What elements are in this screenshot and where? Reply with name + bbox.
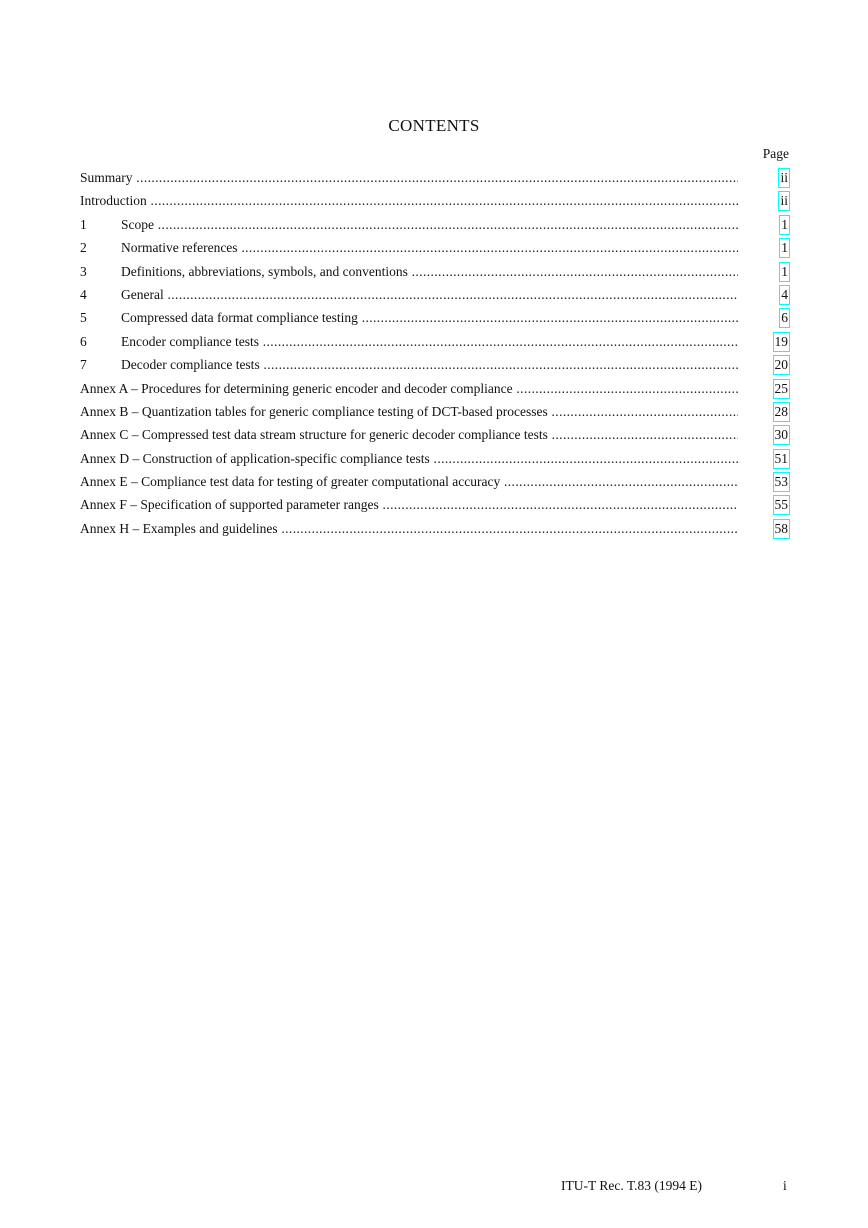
- toc-entry-number: 7: [80, 357, 87, 373]
- toc-entry-title[interactable]: [80, 425, 738, 445]
- toc-entry-title[interactable]: [80, 402, 738, 422]
- contents-title: CONTENTS: [388, 116, 480, 135]
- toc-entry-label: Annex E – Compliance test data for testing of greater computational accuracy: [80, 474, 501, 490]
- toc-entry-title[interactable]: [80, 332, 738, 352]
- toc-page-link[interactable]: 1: [779, 238, 790, 258]
- toc-entry[interactable]: [80, 238, 790, 261]
- toc-entry-label: Normative references: [121, 240, 238, 256]
- toc-entry[interactable]: [80, 379, 790, 402]
- toc-entry[interactable]: [80, 355, 790, 378]
- toc-entry-title[interactable]: [80, 262, 738, 282]
- toc-entry-label: Annex B – Quantization tables for generic compliance testing of DCT-based processes: [80, 403, 548, 419]
- page-column-label: Page: [762, 146, 789, 161]
- toc-entry-label: Introduction: [80, 193, 147, 209]
- footer-page-number: i: [783, 1178, 787, 1193]
- toc-page-link[interactable]: 19: [773, 332, 791, 352]
- toc-entry[interactable]: [80, 215, 790, 238]
- toc-entry-title[interactable]: [80, 355, 738, 375]
- toc-page-link[interactable]: 53: [773, 472, 791, 492]
- toc-page-link[interactable]: 25: [773, 379, 791, 399]
- toc-entry[interactable]: [80, 332, 790, 355]
- toc-page-link[interactable]: ii: [778, 191, 790, 211]
- toc-entry[interactable]: [80, 262, 790, 285]
- toc-entry-label: General: [121, 286, 164, 302]
- toc-page-link[interactable]: 4: [779, 285, 790, 305]
- toc-entry-number: 3: [80, 263, 87, 279]
- toc-page-link[interactable]: 20: [773, 355, 791, 375]
- toc-entry-title[interactable]: [80, 238, 738, 258]
- toc-entry-number: 5: [80, 310, 87, 326]
- toc-entry[interactable]: [80, 168, 790, 191]
- toc-entry-label: Definitions, abbreviations, symbols, and conventions: [121, 263, 408, 279]
- table-of-contents: [80, 168, 790, 542]
- toc-entry-title[interactable]: [80, 168, 738, 188]
- toc-entry-label: Decoder compliance tests: [121, 357, 260, 373]
- toc-entry[interactable]: [80, 449, 790, 472]
- toc-page-link[interactable]: 30: [773, 425, 791, 445]
- toc-page-link[interactable]: 55: [773, 495, 791, 515]
- toc-entry-label: Annex F – Specification of supported parameter ranges: [80, 497, 379, 513]
- toc-entry-label: Compressed data format compliance testing: [121, 310, 358, 326]
- toc-entry-label: Annex A – Procedures for determining generic encoder and decoder compliance: [80, 380, 513, 396]
- toc-entry[interactable]: [80, 191, 790, 214]
- toc-entry-label: Annex H – Examples and guidelines: [80, 520, 278, 536]
- toc-entry[interactable]: [80, 402, 790, 425]
- toc-entry-label: Summary: [80, 170, 133, 185]
- toc-entry[interactable]: [80, 495, 790, 518]
- toc-page-link[interactable]: ii: [778, 168, 790, 188]
- toc-entry[interactable]: [80, 472, 790, 495]
- toc-entry-title[interactable]: [80, 495, 738, 515]
- toc-page-link[interactable]: 51: [773, 449, 791, 469]
- toc-entry-title[interactable]: [80, 285, 738, 305]
- toc-entry[interactable]: [80, 519, 790, 542]
- toc-page-link[interactable]: 58: [773, 519, 791, 539]
- toc-entry-number: 4: [80, 286, 87, 302]
- toc-entry-label: Encoder compliance tests: [121, 333, 259, 349]
- toc-entry-number: 6: [80, 333, 87, 349]
- toc-entry-label: Scope: [121, 216, 154, 232]
- toc-entry-title[interactable]: [80, 519, 738, 539]
- toc-entry[interactable]: [80, 285, 790, 308]
- toc-entry-title[interactable]: [80, 379, 738, 399]
- toc-page-link[interactable]: 1: [779, 215, 790, 235]
- toc-entry-label: Annex D – Construction of application-specific compliance tests: [80, 450, 430, 466]
- toc-entry-title[interactable]: [80, 472, 738, 492]
- toc-entry-title[interactable]: [80, 215, 738, 235]
- toc-entry-number: 2: [80, 240, 87, 256]
- toc-entry-title[interactable]: [80, 449, 738, 469]
- toc-page-link[interactable]: 6: [779, 308, 790, 328]
- toc-entry-number: 1: [80, 216, 87, 232]
- toc-entry-label: Annex C – Compressed test data stream structure for generic decoder compliance tests: [80, 427, 548, 443]
- toc-page-link[interactable]: 1: [779, 262, 790, 282]
- toc-entry-title[interactable]: [80, 308, 738, 328]
- toc-entry[interactable]: [80, 308, 790, 331]
- footer-reference: ITU-T Rec. T.83 (1994 E): [561, 1178, 702, 1193]
- toc-entry-title[interactable]: [80, 191, 738, 211]
- toc-page-link[interactable]: 28: [773, 402, 791, 422]
- toc-entry[interactable]: [80, 425, 790, 448]
